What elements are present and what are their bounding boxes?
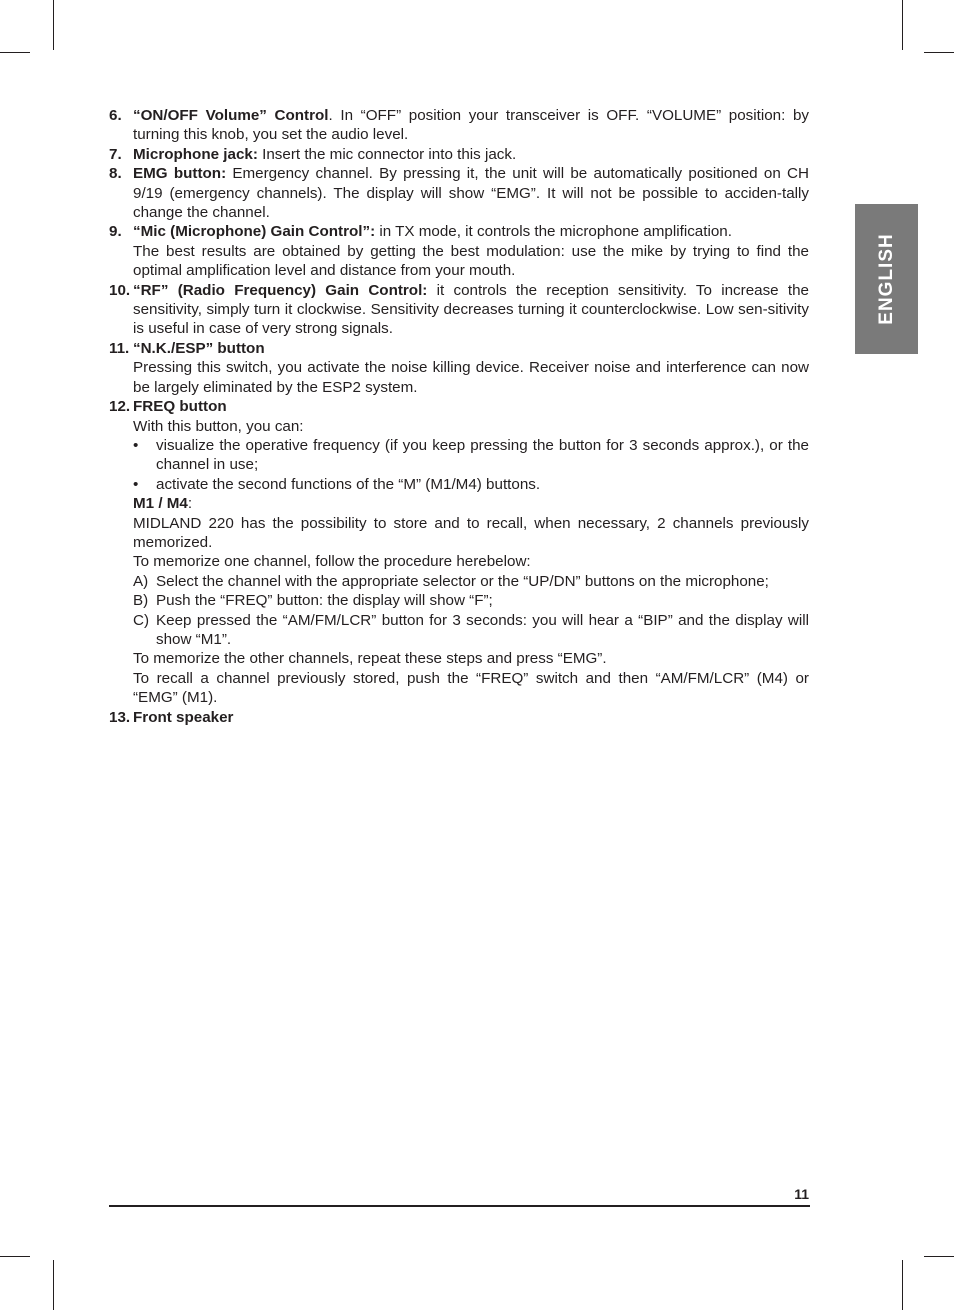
- step-text: Select the channel with the appropriate selector or the “UP/DN” buttons on the microphone;: [156, 572, 769, 590]
- item-title: Microphone jack:: [133, 145, 258, 163]
- item-body: Emergency channel. By pressing it, the unit will be automatically positioned on CH 9/19 (emergency channels). The display will show “EMG”. It will not be possible to acciden-tally change the channel.: [133, 165, 809, 222]
- step-mark: A): [133, 572, 149, 590]
- item-title: FREQ button: [133, 398, 227, 416]
- item-body: Insert the mic connector into this jack.: [257, 145, 517, 163]
- item-text: [133, 145, 809, 164]
- item-number: 7.: [109, 145, 122, 163]
- crop-mark: [902, 0, 903, 50]
- language-side-tab: [855, 204, 918, 354]
- step-text: Keep pressed the “AM/FM/LCR” button for 3 seconds: you will hear a “BIP” and the display will show “M1”.: [156, 611, 809, 648]
- item-number: 10.: [109, 281, 131, 299]
- bullet-item: [133, 475, 809, 494]
- item-body: . In “OFF” position your transceiver is OFF. “VOLUME” position: by turning this knob, you set the audio level.: [133, 107, 809, 144]
- memorize-intro: To memorize one channel, follow the procedure herebelow:: [133, 553, 531, 571]
- crop-mark: [924, 52, 954, 53]
- item-extra-paragraph: Pressing this switch, you activate the noise killing device. Receiver noise and interference can now be largely eliminated by the ESP2 system.: [133, 359, 809, 396]
- item-number: 11.: [109, 339, 130, 357]
- crop-mark: [0, 52, 30, 53]
- crop-mark: [53, 0, 54, 50]
- crop-mark: [0, 1256, 30, 1257]
- crop-mark: [924, 1256, 954, 1257]
- item-extra-paragraph: The best results are obtained by getting the best modulation: use the mike by trying to find the optimal amplification level and distance from your mouth.: [133, 242, 809, 280]
- memory-title: M1 / M4: [133, 495, 188, 513]
- item-title: “N.K./ESP” button: [133, 339, 265, 357]
- bullet-item: [133, 436, 809, 475]
- language-label: ENGLISH: [875, 233, 897, 325]
- item-body: it controls the reception sensitivity. To increase the sensitivity, simply turn it clockwise. Sensitivity decreases turning it counterclockwise. Low sen-sitivity is useful in case of very strong signals.: [133, 281, 809, 338]
- step-mark: C): [133, 611, 150, 629]
- list-item-12: [109, 397, 809, 708]
- item-text: [133, 222, 809, 241]
- crop-mark: [902, 1260, 903, 1310]
- list-item-8: [109, 164, 809, 222]
- memorize-other: To memorize the other channels, repeat these steps and press “EMG”.: [133, 650, 607, 668]
- recall-instructions: To recall a channel previously stored, push the “FREQ” switch and then “AM/FM/LCR” (M4) or “EMG” (M1).: [133, 669, 809, 707]
- bullet-text: activate the second functions of the “M” (M1/M4) buttons.: [156, 475, 541, 493]
- item-intro: With this button, you can:: [133, 417, 304, 435]
- list-item-7: [109, 145, 809, 164]
- bullet-text: visualize the operative frequency (if you keep pressing the button for 3 seconds approx.), or the channel in use;: [156, 436, 809, 474]
- footer-rule: [109, 1205, 810, 1207]
- step-item: [133, 572, 809, 591]
- step-text: Push the “FREQ” button: the display will show “F”;: [156, 592, 493, 610]
- step-item: [133, 591, 809, 610]
- manual-content: [109, 106, 809, 727]
- list-item-10: [109, 281, 809, 339]
- list-item-11: [109, 339, 809, 397]
- item-body: in TX mode, it controls the microphone amplification.: [375, 223, 732, 241]
- crop-mark: [53, 1260, 54, 1310]
- item-number: 9.: [109, 223, 122, 241]
- bullet-mark: •: [133, 436, 139, 454]
- item-text: [133, 164, 809, 222]
- bullet-mark: •: [133, 475, 139, 493]
- item-number: 8.: [109, 165, 122, 183]
- memory-colon: :: [187, 495, 193, 513]
- item-number: 12.: [109, 398, 131, 416]
- item-title: EMG button:: [133, 165, 227, 183]
- item-title: “ON/OFF Volume” Control: [133, 107, 329, 124]
- memory-description: MIDLAND 220 has the possibility to store and to recall, when necessary, 2 channels previously memorized.: [133, 514, 809, 551]
- item-number: 13.: [109, 708, 131, 726]
- page-number: 11: [794, 1186, 809, 1202]
- step-mark: B): [133, 592, 149, 610]
- item-title: Front speaker: [133, 708, 234, 726]
- list-item-13: [109, 708, 809, 727]
- step-item: [133, 611, 809, 650]
- memory-heading: [133, 494, 809, 513]
- item-text: [133, 281, 809, 339]
- item-text: [133, 339, 809, 358]
- item-title: “Mic (Microphone) Gain Control”:: [133, 223, 376, 241]
- item-text: [133, 106, 809, 145]
- list-item-6: [109, 106, 809, 145]
- item-number: 6.: [109, 107, 122, 124]
- item-title: “RF” (Radio Frequency) Gain Control:: [133, 281, 428, 299]
- list-item-9: [109, 222, 809, 280]
